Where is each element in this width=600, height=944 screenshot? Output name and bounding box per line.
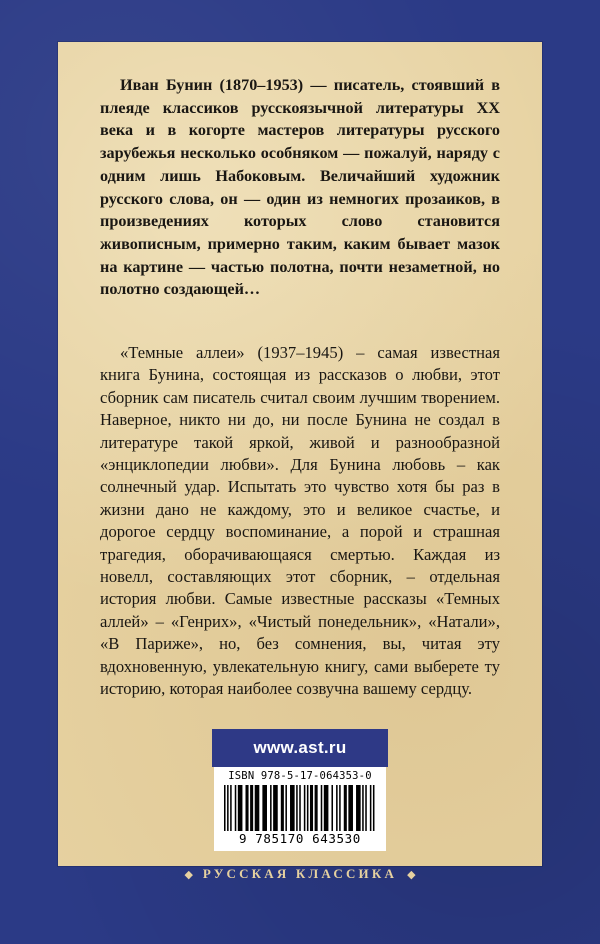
barcode-bar [290, 785, 295, 831]
series-name: РУССКАЯ КЛАССИКА [202, 866, 398, 881]
barcode-bar [285, 785, 287, 831]
barcode-bar [245, 785, 248, 831]
barcode-bar [339, 785, 341, 831]
barcode-bar [344, 785, 347, 831]
barcode-image [224, 785, 376, 831]
barcode-bar [336, 785, 338, 831]
barcode-bar [365, 785, 367, 831]
barcode-bar [331, 785, 333, 831]
barcode-bar [296, 785, 298, 831]
isbn-label: ISBN 978-5-17-064353-0 [228, 770, 372, 782]
barcode-bar [307, 785, 309, 831]
barcode-bar [299, 785, 301, 831]
barcode-bar [324, 785, 329, 831]
barcode-bar [348, 785, 353, 831]
barcode-bar [250, 785, 253, 831]
barcode-bar [262, 785, 267, 831]
barcode-bar [238, 785, 243, 831]
barcode-bar [224, 785, 226, 831]
barcode-bar [270, 785, 272, 831]
barcode-bar [356, 785, 361, 831]
barcode-bar [362, 785, 364, 831]
barcode-bar [321, 785, 323, 831]
barcode-bar [281, 785, 284, 831]
barcode-bar [227, 785, 229, 831]
ornament-right-icon: ◆ [407, 867, 416, 881]
website-label: www.ast.ru [253, 738, 347, 757]
ornament-left-icon: ◆ [184, 867, 193, 881]
barcode-bar [273, 785, 278, 831]
barcode-bar [310, 785, 313, 831]
barcode-bar [235, 785, 237, 831]
publisher-website[interactable] [212, 729, 388, 767]
barcode-bar [230, 785, 232, 831]
barcode-bar [370, 785, 372, 831]
barcode-digits: 9 785170 643530 [239, 831, 361, 846]
barcode-box [214, 767, 386, 851]
barcode-bar [304, 785, 306, 831]
barcode-bar [315, 785, 318, 831]
intro-paragraph: Иван Бунин (1870–1953) — писатель, стоявший в плеяде классиков русскоязычной литературы XX века и в когорте мастеров литературы русского зарубежья несколько особняком — пожалуй, наряду с одним лишь Набоковым. Величайший художник русского слова, он — один из немногих прозаиков, в произведениях которых слово становится живописным, примерно таким, каким бывает мазок на картине — частью полотна, почти незаметной, но полотно создающей… [100, 76, 500, 299]
barcode-bar [255, 785, 260, 831]
description-paragraph: «Темные аллеи» (1937–1945) – самая известная книга Бунина, состоящая из рассказов о любви, этот сборник сам писатель считал своим лучшим творением. Наверное, никто ни до, ни после Бунина не создал в литературе такой яркой, живой и разнообразной «энциклопедии любви». Для Бунина любовь – как солнечный удар. Испытать это чувство хотя бы раз в жизни дано не каждому, это и великое счастье, и дорогое сердцу воспоминание, а порой и страшная трагедия, оборачивающаяся смертью. Каждая из новелл, составляющих этот сборник, – отдельная история любви. Самые известные рассказы «Темных аллей» – «Генрих», «Чистый понедельник», «Натали», «В Париже», но, без сомнения, вы, читая эту вдохновенную, увлекательную книгу, сами выберете ту историю, которая наиболее созвучна вашему сердцу. [100, 343, 500, 699]
series-footer [100, 864, 500, 884]
barcode-bar [373, 785, 375, 831]
